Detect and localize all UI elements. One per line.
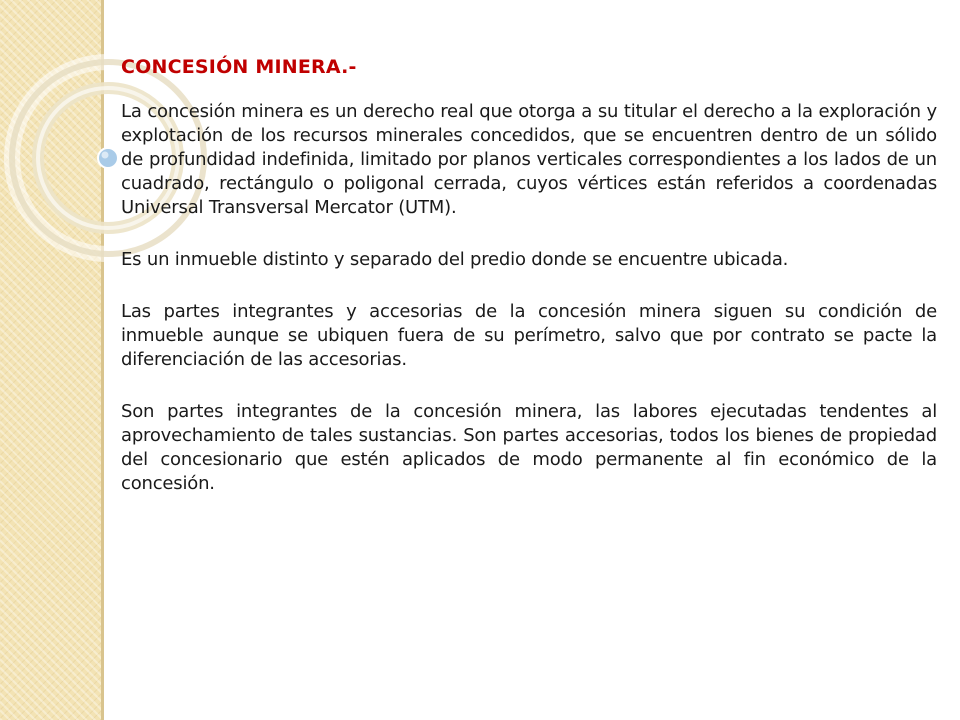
blue-dot-icon xyxy=(98,148,118,168)
paragraph-partes-accesorias: Son partes integrantes de la concesión minera, las labores ejecutadas tendentes al aprovechamiento de tales sustancias. Son partes accesorias, todos los bienes de propiedad del concesionario que estén aplicados de modo permanente al fin económico de la concesión. xyxy=(121,401,937,494)
paragraph-inmueble: Es un inmueble distinto y separado del predio donde se encuentre ubicada. xyxy=(121,249,789,270)
paragraph-definition: La concesión minera es un derecho real que otorga a su titular el derecho a la exploración y explotación de los recursos minerales concedidos, que se encuentren dentro de un sólido de profundidad indefinida, limitado por planos verticales correspondientes a los lados de un cuadrado, rectángulo o poligonal cerrada, cuyos vértices están referidos a coordenadas Universal Transversal Mercator (UTM). xyxy=(121,101,937,218)
slide-content xyxy=(121,56,937,524)
slide-title: CONCESIÓN MINERA.- xyxy=(121,56,357,78)
paragraph-partes-integrantes: Las partes integrantes y accesorias de la concesión minera siguen su condición de inmueble aunque se ubiquen fuera de su perímetro, salvo que por contrato se pacte la diferenciación de las accesorias. xyxy=(121,301,937,370)
